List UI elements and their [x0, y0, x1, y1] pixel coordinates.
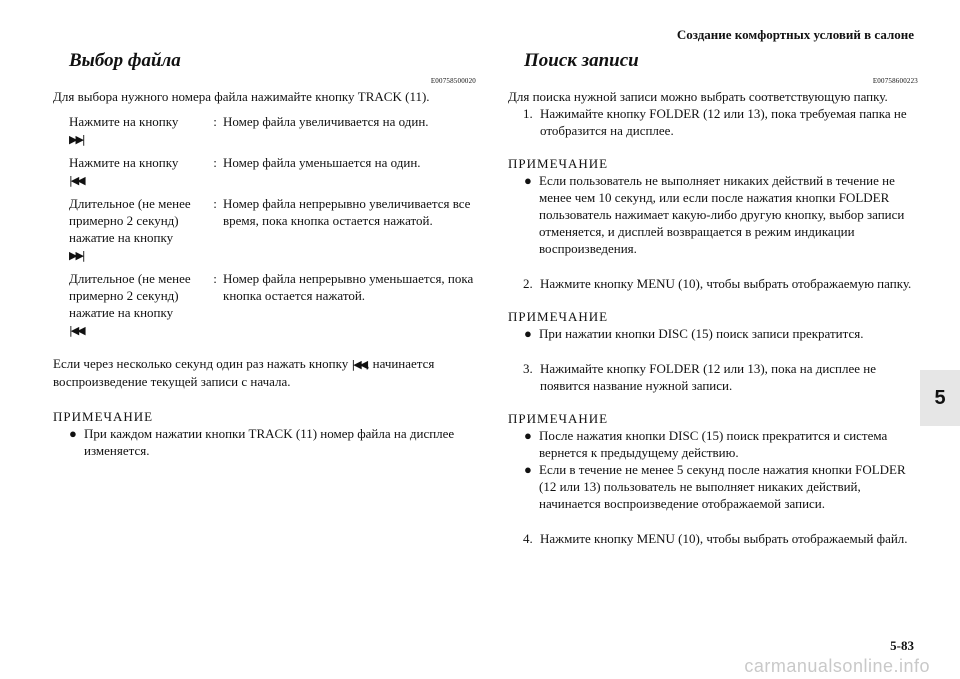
section-header — [508, 50, 918, 85]
next-track-icon: ▶▶| — [69, 249, 84, 262]
row-action: Нажмите на кнопку — [69, 114, 179, 129]
bullet-icon: ● — [69, 426, 77, 441]
step-text: Нажмите кнопку MENU (10), чтобы выбрать отображаемый файл. — [540, 531, 908, 546]
note-item — [508, 427, 918, 461]
right-column — [508, 52, 918, 547]
note-label: ПРИМЕЧАНИЕ — [508, 309, 609, 324]
row-colon: : — [213, 196, 217, 211]
bullet-icon: ● — [524, 462, 532, 477]
row-result: Номер файла уменьшается на один. — [223, 155, 421, 170]
step-text: Нажмите кнопку MENU (10), чтобы выбрать отображаемую папку. — [540, 276, 912, 291]
note-text: Если в течение не менее 5 секунд после нажатия кнопки FOLDER (12 или 13) пользователь не выполняет никаких действий, начинается воспроизведение отображаемой записи. — [539, 462, 906, 511]
row-result: Номер файла непрерывно уменьшается, пока кнопка остается нажатой. — [223, 271, 474, 303]
row-colon: : — [213, 114, 217, 129]
row-action: Нажмите на кнопку — [69, 155, 179, 170]
left-column — [53, 52, 476, 459]
paragraph: Если через несколько секунд один раз нажать кнопку |◀◀, начинается воспроизведение текущей записи с начала. — [53, 356, 435, 389]
note-label: ПРИМЕЧАНИЕ — [508, 411, 609, 426]
step-item — [508, 360, 918, 394]
prev-track-icon: |◀◀ — [69, 324, 84, 337]
chapter-tab: 5 — [920, 370, 960, 426]
row-action: Длительное (не менее примерно 2 секунд) нажатие на кнопку — [69, 271, 191, 320]
step-item — [508, 105, 918, 139]
row-result: Номер файла увеличивается на один. — [223, 114, 429, 129]
note-label: ПРИМЕЧАНИЕ — [508, 156, 609, 171]
bullet-icon: ● — [524, 428, 532, 443]
function-table — [69, 113, 474, 345]
step-text: Нажимайте кнопку FOLDER (12 или 13), пока требуемая папка не отобразится на дисплее. — [540, 106, 907, 138]
step-number: 1. — [523, 106, 533, 121]
intro-text: Для поиска нужной записи можно выбрать соответствующую папку. — [508, 89, 888, 104]
section-title: Выбор файла — [69, 50, 181, 71]
row-result: Номер файла непрерывно увеличивается все время, пока кнопка остается нажатой. — [223, 196, 471, 228]
note-item — [508, 461, 918, 512]
note-text: При каждом нажатии кнопки TRACK (11) номер файла на дисплее изменяется. — [84, 426, 455, 458]
step-number: 2. — [523, 276, 533, 291]
note-item — [508, 325, 918, 342]
note-item — [53, 425, 476, 459]
watermark: carmanualsonline.info — [744, 656, 930, 676]
step-number: 3. — [523, 361, 533, 376]
section-header — [53, 50, 476, 85]
section-title: Поиск записи — [524, 50, 639, 71]
prev-track-icon: |◀◀ — [69, 174, 84, 187]
running-header: Создание комфортных условий в салоне — [676, 27, 914, 42]
table-row — [69, 154, 474, 195]
step-item — [508, 530, 918, 547]
next-track-icon: ▶▶| — [69, 133, 84, 146]
note-text: При нажатии кнопки DISC (15) поиск записи прекратится. — [539, 326, 864, 341]
section-code: E00758500020 — [430, 77, 476, 85]
note-item — [508, 172, 918, 257]
note-label: ПРИМЕЧАНИЕ — [53, 409, 154, 424]
page-number: 5-83 — [890, 638, 914, 653]
step-text: Нажимайте кнопку FOLDER (12 или 13), пока на дисплее не появится название нужной записи. — [540, 361, 877, 393]
row-colon: : — [213, 271, 217, 286]
note-text: Если пользователь не выполняет никаких действий в течение не менее чем 10 секунд, или если после нажатия кнопки FOLDER пользователь нажимает какую-либо другую кнопку, выбор записи отменяется, и дисплей возвращается в режим индикации воспроизведения. — [539, 173, 905, 256]
table-row — [69, 195, 474, 270]
row-colon: : — [213, 155, 217, 170]
bullet-icon: ● — [524, 326, 532, 341]
step-item — [508, 275, 918, 292]
bullet-icon: ● — [524, 173, 532, 188]
note-text: После нажатия кнопки DISC (15) поиск прекратится и система вернется к предыдущему действию. — [539, 428, 888, 460]
section-code: E00758600223 — [872, 77, 918, 85]
step-number: 4. — [523, 531, 533, 546]
row-action: Длительное (не менее примерно 2 секунд) нажатие на кнопку — [69, 196, 191, 245]
intro-text: Для выбора нужного номера файла нажимайте кнопку TRACK (11). — [53, 89, 430, 104]
table-row — [69, 113, 474, 154]
prev-track-icon: |◀◀ — [351, 358, 367, 371]
table-row — [69, 270, 474, 345]
